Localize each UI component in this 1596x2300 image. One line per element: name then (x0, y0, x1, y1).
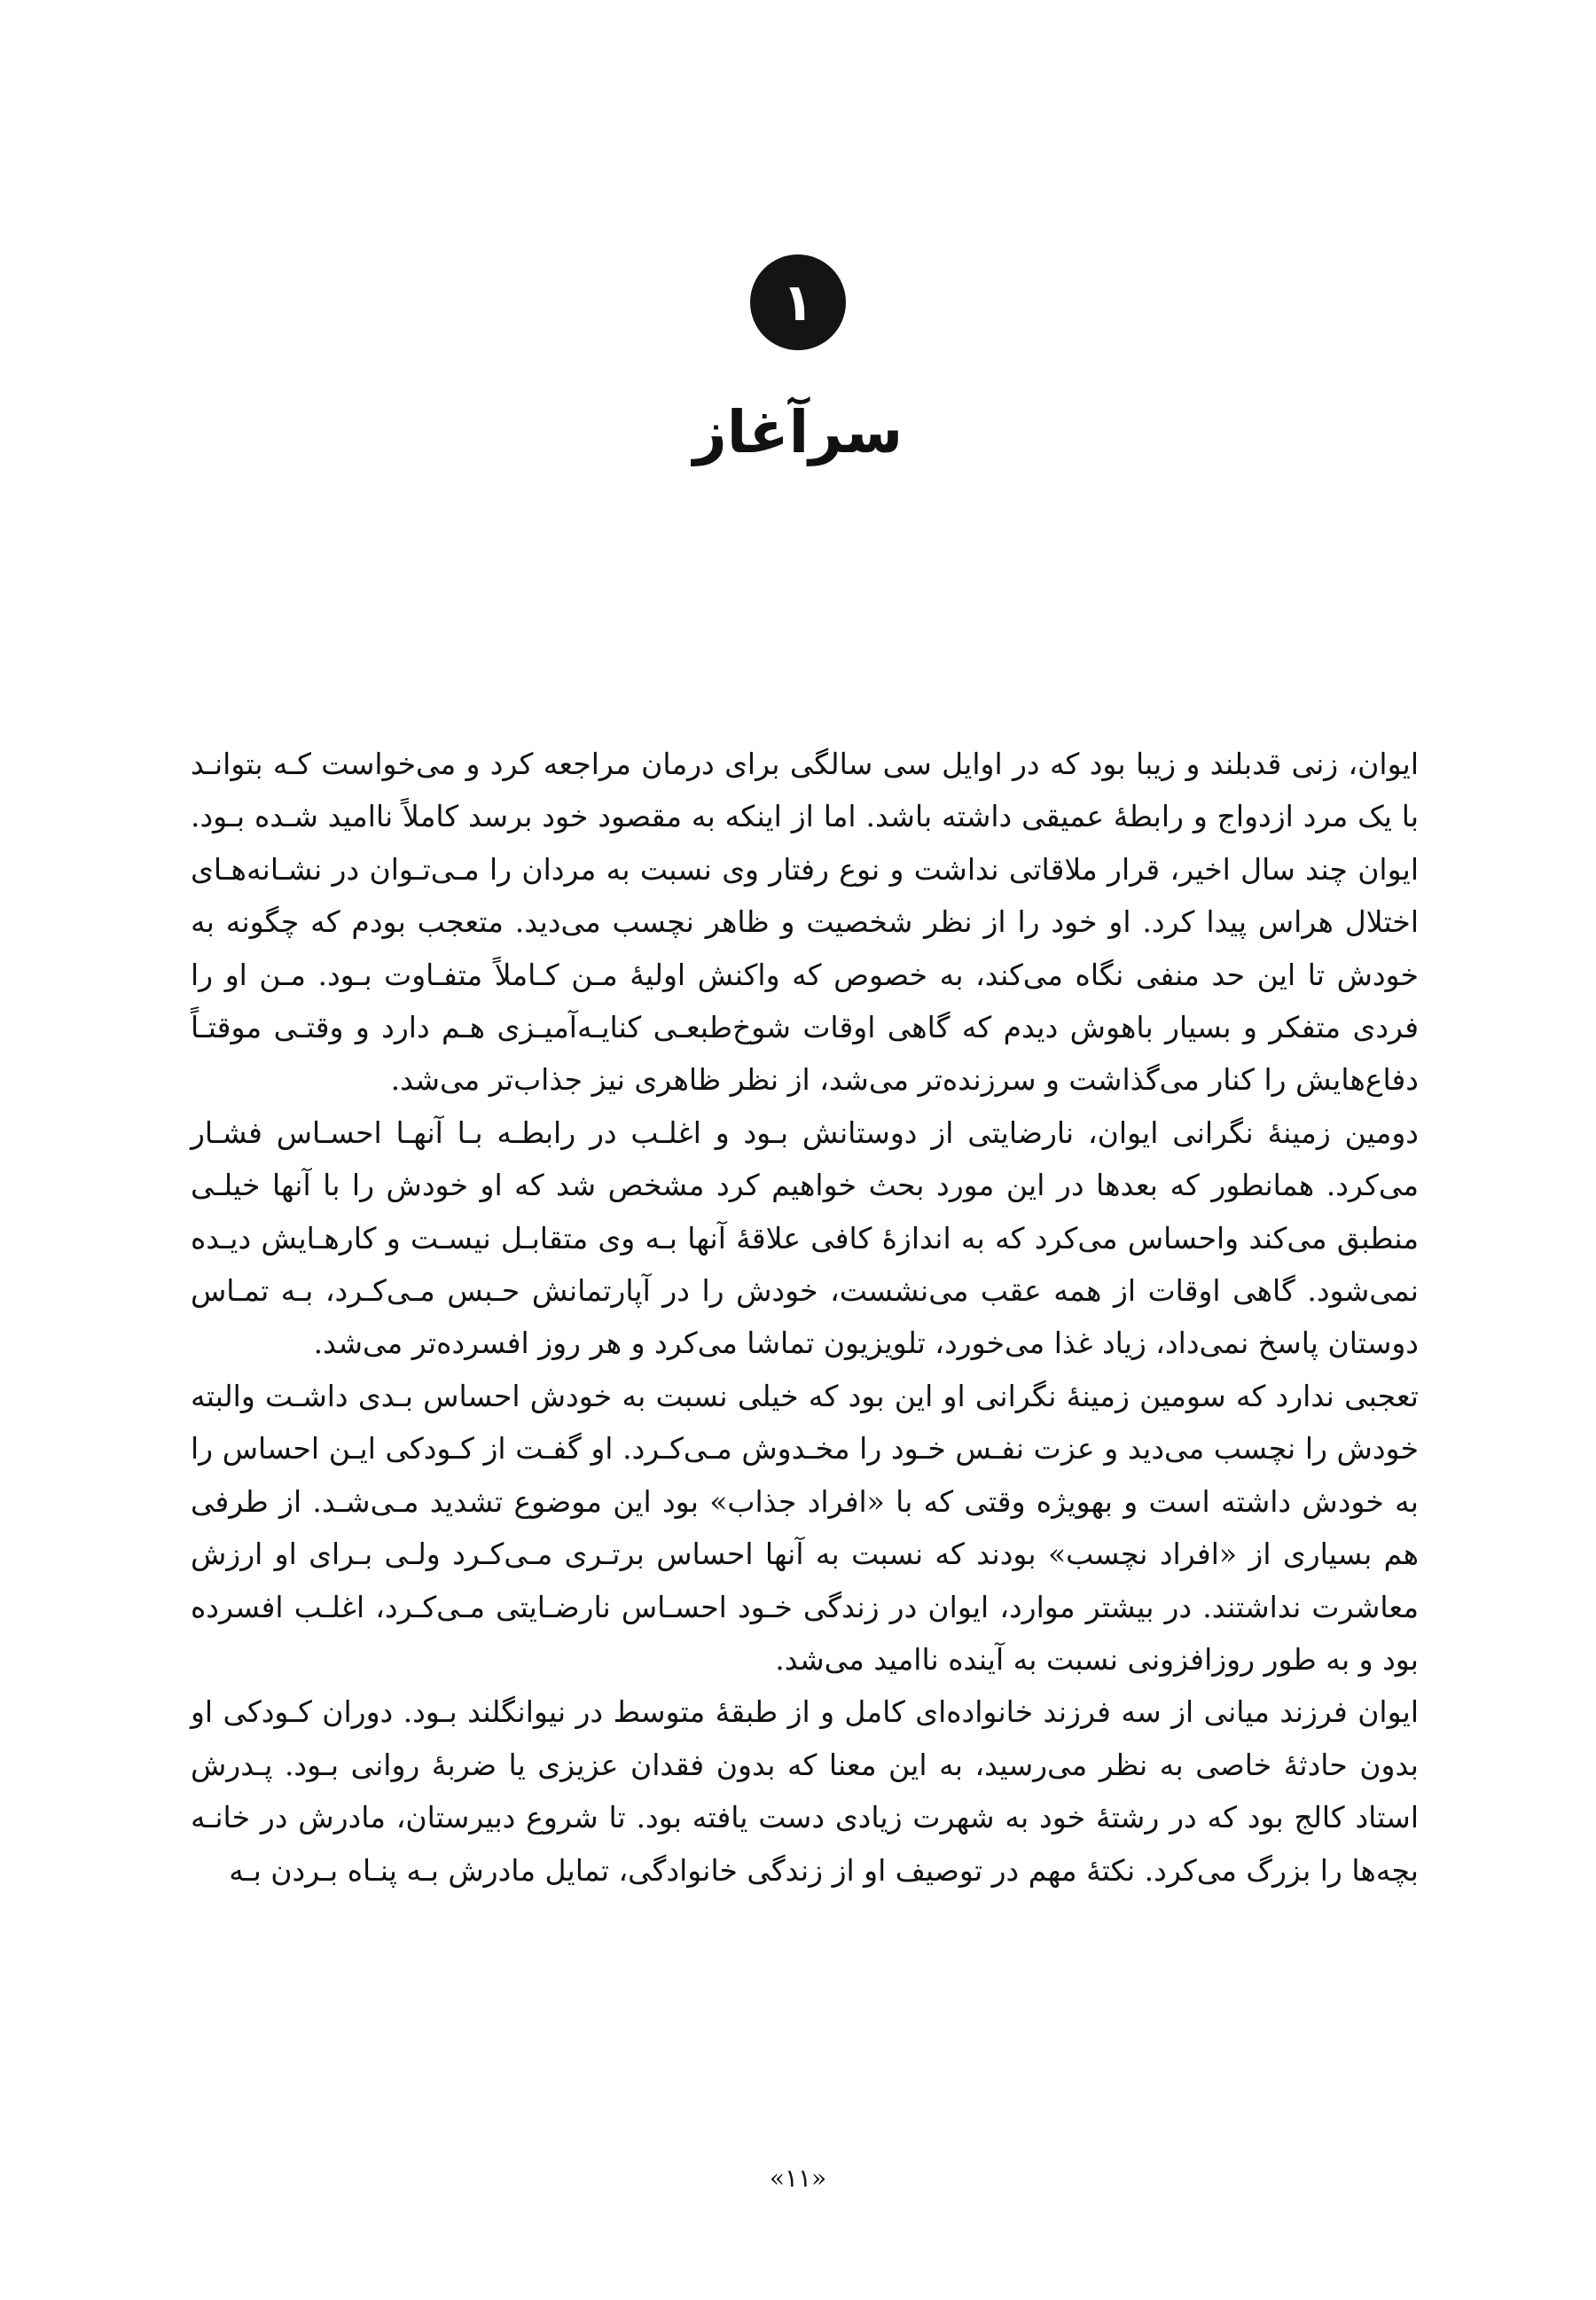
page-number: «١١» (769, 2163, 827, 2193)
chapter-title: سرآغاز (692, 398, 904, 466)
paragraph-3: تعجبی ندارد که سومین زمینهٔ نگرانی او این بود که خیلی نسبت به خودش احساس بـدی داشـت والبته خودش را نچسب می‌دید و عزت نفـس خـود را مخـدوش مـی‌کـرد. او گفـت از کـودکی ایـن احساس را به خودش داشته است و بهویژه وقتی که با «افراد جذاب» بود این موضوع تشدید مـی‌شـد. از طرفی هم بسیاری از «افراد نچسب» بودند که نسبت به آنها احساس برتـری مـی‌کـرد ولـی بـرای او ارزش معاشرت نداشتند. در بیشتر موارد، ایوان در زندگی خـود احسـاس نارضـایتی مـی‌کـرد، اغلـب افسرده بود و به طور روزافزونی نسبت به آینده ناامید می‌شد. (191, 1378, 1419, 1677)
chapter-number-badge: ١ (750, 254, 846, 350)
body-text (191, 738, 1419, 1897)
paragraph-2: دومین زمینهٔ نگرانی ایوان، نارضایتی از دوستانش بـود و اغلـب در رابطـه بـا آنهـا احسـاس فشـار می‌کرد. همانطور که بعدها در این مورد بحث خواهیم کرد مشخص شد که او خودش را با آنها خیلـی منطبق می‌کند واحساس می‌کرد که به اندازهٔ کافی علاقهٔ آنها بـه وی متقابـل نیسـت و کارهـایش دیـده نمی‌شود. گاهی اوقات از همه عقب می‌نشست، خودش را در آپارتمانش حـبس مـی‌کـرد، بـه تمـاس دوستان پاسخ نمی‌داد، زیاد غذا می‌خورد، تلویزیون تماشا می‌کرد و هر روز افسرده‌تر می‌شد. (191, 1115, 1419, 1361)
paragraph-4: ایوان فرزند میانی از سه فرزند خانواده‌ای کامل و از طبقهٔ متوسط در نیوانگلند بـود. دوران کـودکی او بدون حادثهٔ خاصی به نظر می‌رسید، به این معنا که بدون فقدان عزیزی یا ضربهٔ روانی بـود. پـدرش استاد کالج بود که در رشتهٔ خود به شهرت زیادی دست یافته بود. تا شروع دبیرستان، مادرش در خانـه بچه‌ها را بزرگ می‌کرد. نکتهٔ مهم در توصیف او از زندگی خانوادگی، تمایل مادرش بـه پنـاه بـردن بـه (191, 1694, 1419, 1888)
paragraph-1: ایوان، زنی قدبلند و زیبا بود که در اوایل سی سالگی برای درمان مراجعه کرد و می‌خواست کـه بتوانـد با یک مرد ازدواج و رابطهٔ عمیقی داشته باشد. اما از اینکه به مقصود خود برسد کاملاً ناامید شـده بـود. ایوان چند سال اخیر، قرار ملاقاتی نداشت و نوع رفتار وی نسبت به مردان را مـی‌تـوان در نشـانه‌هـای اختلال هراس پیدا کرد. او خود را از نظر شخصیت و ظاهر نچسب می‌دید. متعجب بودم که چگونه به خودش تا این حد منفی نگاه می‌کند، به خصوص که واکنش اولیهٔ مـن کـاملاً متفـاوت بـود. مـن او را فردی متفکر و بسیار باهوش دیدم که گاهی اوقات شوخ‌طبعـی کنایـه‌آمیـزی هـم دارد و وقتـی موقتـاً دفاع‌هایش را کنار می‌گذاشت و سرزنده‌تر می‌شد، از نظر ظاهری نیز جذاب‌تر می‌شد. (191, 747, 1419, 1098)
